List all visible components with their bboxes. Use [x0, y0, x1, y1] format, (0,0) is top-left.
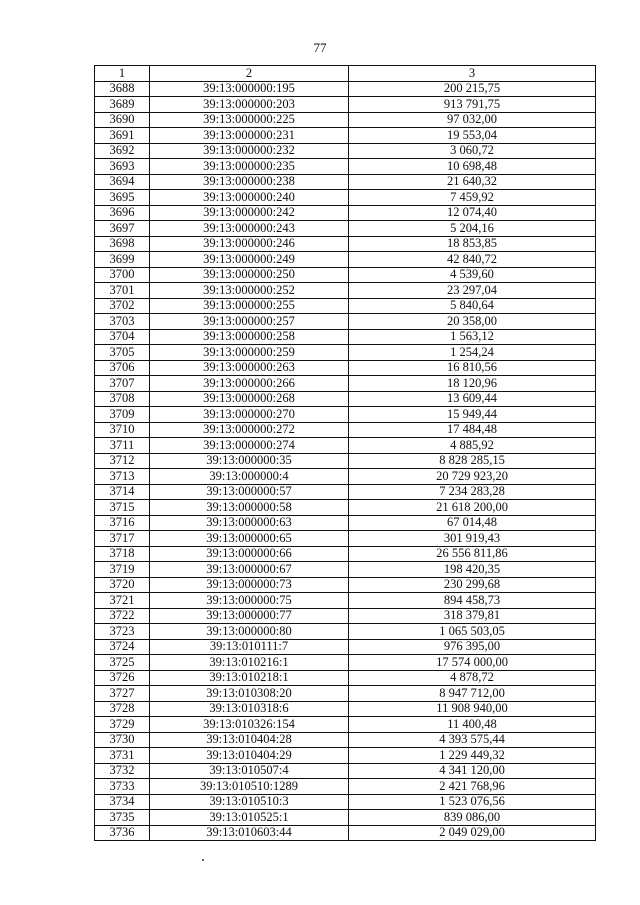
table-row — [95, 360, 596, 376]
table-row — [95, 159, 596, 175]
cadastral-number-cell: 39:13:000000:238 — [150, 174, 349, 190]
row-number-cell: 3702 — [95, 298, 150, 314]
table-row — [95, 639, 596, 655]
row-number-cell: 3706 — [95, 360, 150, 376]
row-number-cell: 3711 — [95, 438, 150, 454]
value-cell: 42 840,72 — [349, 252, 596, 268]
value-cell: 26 556 811,86 — [349, 546, 596, 562]
row-number-cell: 3701 — [95, 283, 150, 299]
value-cell: 198 420,35 — [349, 562, 596, 578]
row-number-cell: 3695 — [95, 190, 150, 206]
row-number-cell: 3716 — [95, 515, 150, 531]
row-number-cell: 3709 — [95, 407, 150, 423]
cadastral-number-cell: 39:13:010404:28 — [150, 732, 349, 748]
cadastral-number-cell: 39:13:010510:3 — [150, 794, 349, 810]
cadastral-number-cell: 39:13:000000:242 — [150, 205, 349, 221]
row-number-cell: 3718 — [95, 546, 150, 562]
cadastral-number-cell: 39:13:000000:67 — [150, 562, 349, 578]
value-cell: 7 459,92 — [349, 190, 596, 206]
value-cell: 11 908 940,00 — [349, 701, 596, 717]
table-row — [95, 314, 596, 330]
row-number-cell: 3691 — [95, 128, 150, 144]
row-number-cell: 3729 — [95, 717, 150, 733]
row-number-cell: 3735 — [95, 810, 150, 826]
row-number-cell: 3725 — [95, 655, 150, 671]
table-row — [95, 500, 596, 516]
value-cell: 20 729 923,20 — [349, 469, 596, 485]
table-row — [95, 717, 596, 733]
table-row — [95, 128, 596, 144]
table-row — [95, 484, 596, 500]
row-number-cell: 3736 — [95, 825, 150, 841]
cadastral-number-cell: 39:13:000000:266 — [150, 376, 349, 392]
table-row — [95, 221, 596, 237]
value-cell: 19 553,04 — [349, 128, 596, 144]
value-cell: 11 400,48 — [349, 717, 596, 733]
row-number-cell: 3715 — [95, 500, 150, 516]
table-row — [95, 469, 596, 485]
cadastral-number-cell: 39:13:000000:246 — [150, 236, 349, 252]
cadastral-number-cell: 39:13:000000:255 — [150, 298, 349, 314]
cadastral-number-cell: 39:13:000000:232 — [150, 143, 349, 159]
table-row — [95, 732, 596, 748]
cadastral-number-cell: 39:13:010308:20 — [150, 686, 349, 702]
table-row — [95, 283, 596, 299]
table-row — [95, 701, 596, 717]
table-row — [95, 670, 596, 686]
cadastral-number-cell: 39:13:000000:57 — [150, 484, 349, 500]
page-number: 77 — [313, 40, 327, 55]
column-header-3: 3 — [349, 66, 596, 82]
value-cell: 301 919,43 — [349, 531, 596, 547]
value-cell: 839 086,00 — [349, 810, 596, 826]
value-cell: 17 574 000,00 — [349, 655, 596, 671]
cadastral-number-cell: 39:13:000000:225 — [150, 112, 349, 128]
row-number-cell: 3721 — [95, 593, 150, 609]
table-row — [95, 655, 596, 671]
row-number-cell: 3707 — [95, 376, 150, 392]
data-table — [94, 65, 596, 841]
cadastral-number-cell: 39:13:000000:231 — [150, 128, 349, 144]
cadastral-number-cell: 39:13:000000:195 — [150, 81, 349, 97]
table-row — [95, 453, 596, 469]
row-number-cell: 3690 — [95, 112, 150, 128]
row-number-cell: 3731 — [95, 748, 150, 764]
cadastral-number-cell: 39:13:010318:6 — [150, 701, 349, 717]
value-cell: 4 393 575,44 — [349, 732, 596, 748]
row-number-cell: 3693 — [95, 159, 150, 175]
table-row — [95, 763, 596, 779]
cadastral-number-cell: 39:13:010404:29 — [150, 748, 349, 764]
value-cell: 4 878,72 — [349, 670, 596, 686]
table-row — [95, 562, 596, 578]
row-number-cell: 3703 — [95, 314, 150, 330]
cadastral-number-cell: 39:13:010326:154 — [150, 717, 349, 733]
table-row — [95, 686, 596, 702]
value-cell: 1 523 076,56 — [349, 794, 596, 810]
row-number-cell: 3732 — [95, 763, 150, 779]
value-cell: 97 032,00 — [349, 112, 596, 128]
row-number-cell: 3694 — [95, 174, 150, 190]
row-number-cell: 3733 — [95, 779, 150, 795]
cadastral-number-cell: 39:13:000000:274 — [150, 438, 349, 454]
cadastral-number-cell: 39:13:000000:249 — [150, 252, 349, 268]
row-number-cell: 3697 — [95, 221, 150, 237]
row-number-cell: 3688 — [95, 81, 150, 97]
value-cell: 5 204,16 — [349, 221, 596, 237]
value-cell: 5 840,64 — [349, 298, 596, 314]
value-cell: 230 299,68 — [349, 577, 596, 593]
table-row — [95, 97, 596, 113]
cadastral-number-cell: 39:13:000000:257 — [150, 314, 349, 330]
cadastral-number-cell: 39:13:000000:63 — [150, 515, 349, 531]
cadastral-number-cell: 39:13:000000:258 — [150, 329, 349, 345]
cadastral-number-cell: 39:13:000000:4 — [150, 469, 349, 485]
cadastral-number-cell: 39:13:010603:44 — [150, 825, 349, 841]
row-number-cell: 3730 — [95, 732, 150, 748]
table-row — [95, 190, 596, 206]
cadastral-number-cell: 39:13:000000:35 — [150, 453, 349, 469]
table-body — [95, 81, 596, 841]
cadastral-number-cell: 39:13:000000:73 — [150, 577, 349, 593]
row-number-cell: 3734 — [95, 794, 150, 810]
table-row — [95, 376, 596, 392]
cadastral-number-cell: 39:13:010111:7 — [150, 639, 349, 655]
cadastral-number-cell: 39:13:000000:80 — [150, 624, 349, 640]
scan-speck — [202, 859, 204, 861]
value-cell: 1 254,24 — [349, 345, 596, 361]
header-row — [95, 66, 596, 82]
value-cell: 23 297,04 — [349, 283, 596, 299]
row-number-cell: 3704 — [95, 329, 150, 345]
value-cell: 4 341 120,00 — [349, 763, 596, 779]
cadastral-number-cell: 39:13:000000:250 — [150, 267, 349, 283]
cadastral-number-cell: 39:13:010525:1 — [150, 810, 349, 826]
value-cell: 3 060,72 — [349, 143, 596, 159]
table-row — [95, 794, 596, 810]
value-cell: 21 618 200,00 — [349, 500, 596, 516]
value-cell: 16 810,56 — [349, 360, 596, 376]
row-number-cell: 3705 — [95, 345, 150, 361]
table-row — [95, 391, 596, 407]
cadastral-number-cell: 39:13:000000:65 — [150, 531, 349, 547]
table-row — [95, 267, 596, 283]
value-cell: 200 215,75 — [349, 81, 596, 97]
value-cell: 15 949,44 — [349, 407, 596, 423]
table-row — [95, 205, 596, 221]
row-number-cell: 3712 — [95, 453, 150, 469]
value-cell: 21 640,32 — [349, 174, 596, 190]
row-number-cell: 3717 — [95, 531, 150, 547]
cadastral-number-cell: 39:13:010507:4 — [150, 763, 349, 779]
value-cell: 12 074,40 — [349, 205, 596, 221]
column-header-2: 2 — [150, 66, 349, 82]
row-number-cell: 3689 — [95, 97, 150, 113]
value-cell: 4 885,92 — [349, 438, 596, 454]
cadastral-number-cell: 39:13:000000:203 — [150, 97, 349, 113]
value-cell: 67 014,48 — [349, 515, 596, 531]
row-number-cell: 3708 — [95, 391, 150, 407]
table-row — [95, 298, 596, 314]
value-cell: 8 828 285,15 — [349, 453, 596, 469]
row-number-cell: 3710 — [95, 422, 150, 438]
table-row — [95, 577, 596, 593]
row-number-cell: 3727 — [95, 686, 150, 702]
cadastral-number-cell: 39:13:000000:259 — [150, 345, 349, 361]
cadastral-number-cell: 39:13:000000:243 — [150, 221, 349, 237]
row-number-cell: 3713 — [95, 469, 150, 485]
value-cell: 8 947 712,00 — [349, 686, 596, 702]
row-number-cell: 3724 — [95, 639, 150, 655]
value-cell: 2 049 029,00 — [349, 825, 596, 841]
table-row — [95, 345, 596, 361]
cadastral-number-cell: 39:13:000000:58 — [150, 500, 349, 516]
table-row — [95, 81, 596, 97]
column-header-1: 1 — [95, 66, 150, 82]
value-cell: 318 379,81 — [349, 608, 596, 624]
cadastral-number-cell: 39:13:000000:270 — [150, 407, 349, 423]
value-cell: 7 234 283,28 — [349, 484, 596, 500]
value-cell: 10 698,48 — [349, 159, 596, 175]
table-row — [95, 422, 596, 438]
cadastral-number-cell: 39:13:000000:240 — [150, 190, 349, 206]
row-number-cell: 3714 — [95, 484, 150, 500]
cadastral-number-cell: 39:13:000000:252 — [150, 283, 349, 299]
table-row — [95, 825, 596, 841]
value-cell: 894 458,73 — [349, 593, 596, 609]
table-row — [95, 236, 596, 252]
cadastral-number-cell: 39:13:000000:75 — [150, 593, 349, 609]
row-number-cell: 3700 — [95, 267, 150, 283]
table-row — [95, 174, 596, 190]
cadastral-number-cell: 39:13:000000:77 — [150, 608, 349, 624]
row-number-cell: 3699 — [95, 252, 150, 268]
value-cell: 4 539,60 — [349, 267, 596, 283]
value-cell: 2 421 768,96 — [349, 779, 596, 795]
table-row — [95, 438, 596, 454]
row-number-cell: 3722 — [95, 608, 150, 624]
row-number-cell: 3726 — [95, 670, 150, 686]
table-row — [95, 252, 596, 268]
cadastral-number-cell: 39:13:010216:1 — [150, 655, 349, 671]
table-row — [95, 748, 596, 764]
row-number-cell: 3696 — [95, 205, 150, 221]
row-number-cell: 3723 — [95, 624, 150, 640]
table-row — [95, 608, 596, 624]
value-cell: 17 484,48 — [349, 422, 596, 438]
value-cell: 913 791,75 — [349, 97, 596, 113]
row-number-cell: 3728 — [95, 701, 150, 717]
cadastral-number-cell: 39:13:000000:66 — [150, 546, 349, 562]
row-number-cell: 3720 — [95, 577, 150, 593]
row-number-cell: 3698 — [95, 236, 150, 252]
row-number-cell: 3692 — [95, 143, 150, 159]
value-cell: 1 563,12 — [349, 329, 596, 345]
cadastral-number-cell: 39:13:010218:1 — [150, 670, 349, 686]
table-row — [95, 531, 596, 547]
value-cell: 976 395,00 — [349, 639, 596, 655]
value-cell: 20 358,00 — [349, 314, 596, 330]
cadastral-number-cell: 39:13:000000:272 — [150, 422, 349, 438]
table-row — [95, 329, 596, 345]
table-row — [95, 515, 596, 531]
table-row — [95, 779, 596, 795]
table-row — [95, 143, 596, 159]
row-number-cell: 3719 — [95, 562, 150, 578]
table-row — [95, 407, 596, 423]
cadastral-number-cell: 39:13:000000:235 — [150, 159, 349, 175]
table-row — [95, 593, 596, 609]
cadastral-number-cell: 39:13:000000:268 — [150, 391, 349, 407]
table-row — [95, 810, 596, 826]
table-header — [95, 66, 596, 82]
cadastral-number-cell: 39:13:000000:263 — [150, 360, 349, 376]
table-row — [95, 112, 596, 128]
value-cell: 1 229 449,32 — [349, 748, 596, 764]
value-cell: 18 120,96 — [349, 376, 596, 392]
table-row — [95, 624, 596, 640]
table-row — [95, 546, 596, 562]
value-cell: 1 065 503,05 — [349, 624, 596, 640]
value-cell: 13 609,44 — [349, 391, 596, 407]
value-cell: 18 853,85 — [349, 236, 596, 252]
cadastral-number-cell: 39:13:010510:1289 — [150, 779, 349, 795]
